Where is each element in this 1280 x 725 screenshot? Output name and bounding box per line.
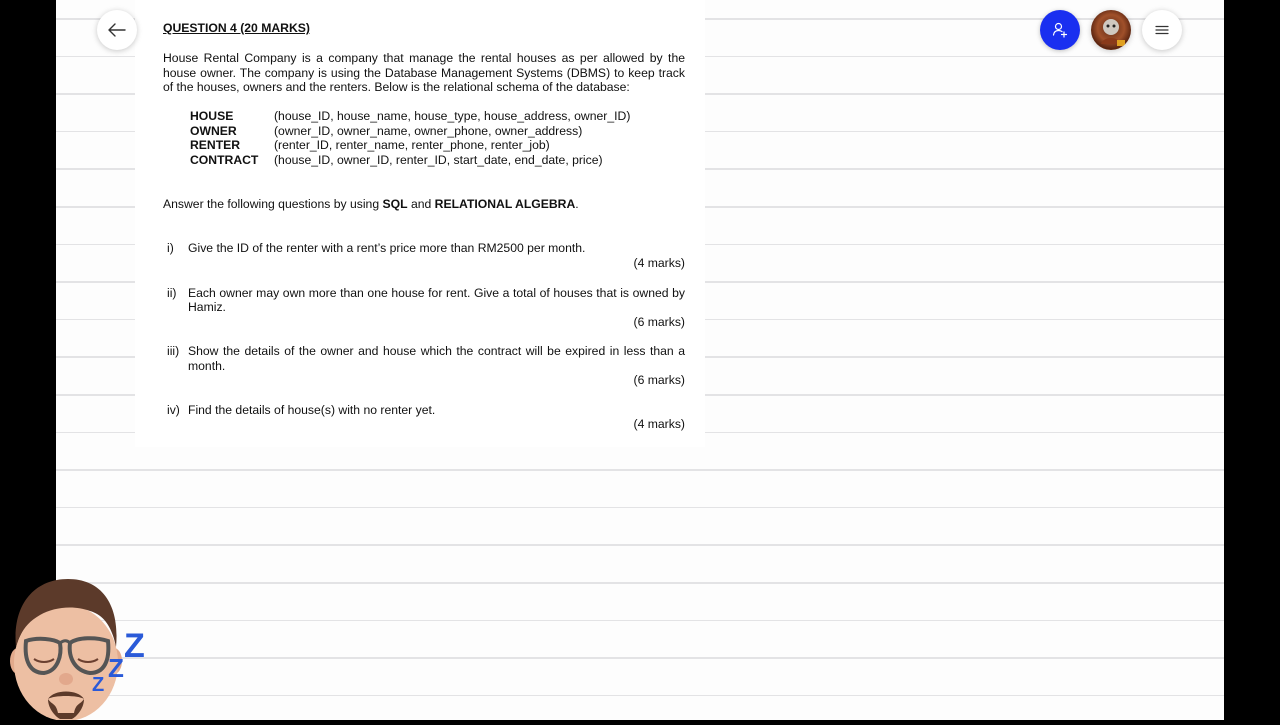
svg-text:Z: Z [92,674,105,696]
schema-row-contract [190,153,630,168]
user-avatar[interactable] [1091,10,1131,50]
question-text: Each owner may own more than one house for rent. Give a total of houses that is owned by Hamiz. [188,285,685,314]
ruled-line [56,620,1224,622]
question-item-3 [167,344,685,388]
ruled-line [56,507,1224,509]
ruled-line [56,695,1224,697]
question-text: Give the ID of the renter with a rent’s price more than RM2500 per month. [188,241,586,255]
question-title: QUESTION 4 (20 MARKS) [163,21,310,35]
arrow-left-icon [108,23,126,37]
schema-table-name: RENTER [190,138,241,153]
question-marks: (4 marks) [633,417,685,431]
schema-attributes: (house_ID, house_name, house_type, house_address, owner_ID) [274,109,631,123]
ruled-line [56,544,1224,546]
hamburger-menu-icon [1155,25,1169,35]
schema-row-house [190,109,630,124]
question-marks: (6 marks) [633,373,685,387]
schema-attributes: (house_ID, owner_ID, renter_ID, start_date, end_date, price) [274,152,603,167]
ruled-line [56,582,1224,584]
back-button[interactable] [97,10,137,50]
relational-schema [190,109,630,167]
instruction-sql: SQL [382,197,408,211]
ruled-line [56,657,1224,659]
svg-text:Z: Z [108,653,124,683]
instruction-prefix: Answer the following questions by using [163,197,383,211]
question-number: iii) [167,344,180,358]
schema-table-name: HOUSE [190,109,234,123]
schema-row-owner [190,124,630,139]
svg-text:Z: Z [124,627,145,665]
schema-table-name: CONTRACT [190,152,259,167]
question-text: Find the details of house(s) with no renter yet. [188,402,436,417]
question-item-2 [167,286,685,330]
person-add-icon [1051,21,1069,39]
schema-attributes: (owner_ID, owner_name, owner_phone, owner_address) [274,123,583,138]
question-item-1 [167,241,685,270]
question-marks: (4 marks) [633,255,685,270]
question-number: iv) [167,402,180,417]
ruled-line [56,469,1224,471]
schema-table-name: OWNER [190,123,237,138]
question-text: Show the details of the owner and house which the contract will be expired in less than a month. [188,344,685,373]
menu-button[interactable] [1142,10,1182,50]
instruction-relational-algebra: RELATIONAL ALGEBRA [434,197,576,211]
intro-paragraph: House Rental Company is a company that manage the rental houses as per allowed by the house owner. The company is using the Database Management Systems (DBMS) to keep track of the houses, owners and the renters. Below is the relational schema of the database: [163,51,685,94]
avatar-image-icon [1091,10,1131,50]
instruction-suffix: . [575,197,579,211]
schema-row-renter [190,138,630,153]
schema-attributes: (renter_ID, renter_name, renter_phone, renter_job) [274,138,550,153]
instruction-and: and [407,197,435,211]
question-item-4 [167,403,685,432]
question-marks: (6 marks) [633,314,685,329]
question-number: i) [167,241,174,255]
sleeping-memoji-overlay [4,575,154,720]
instruction-text [163,197,579,212]
add-collaborator-button[interactable] [1040,10,1080,50]
question-number: ii) [167,285,177,300]
sleeping-memoji-icon [4,575,154,720]
